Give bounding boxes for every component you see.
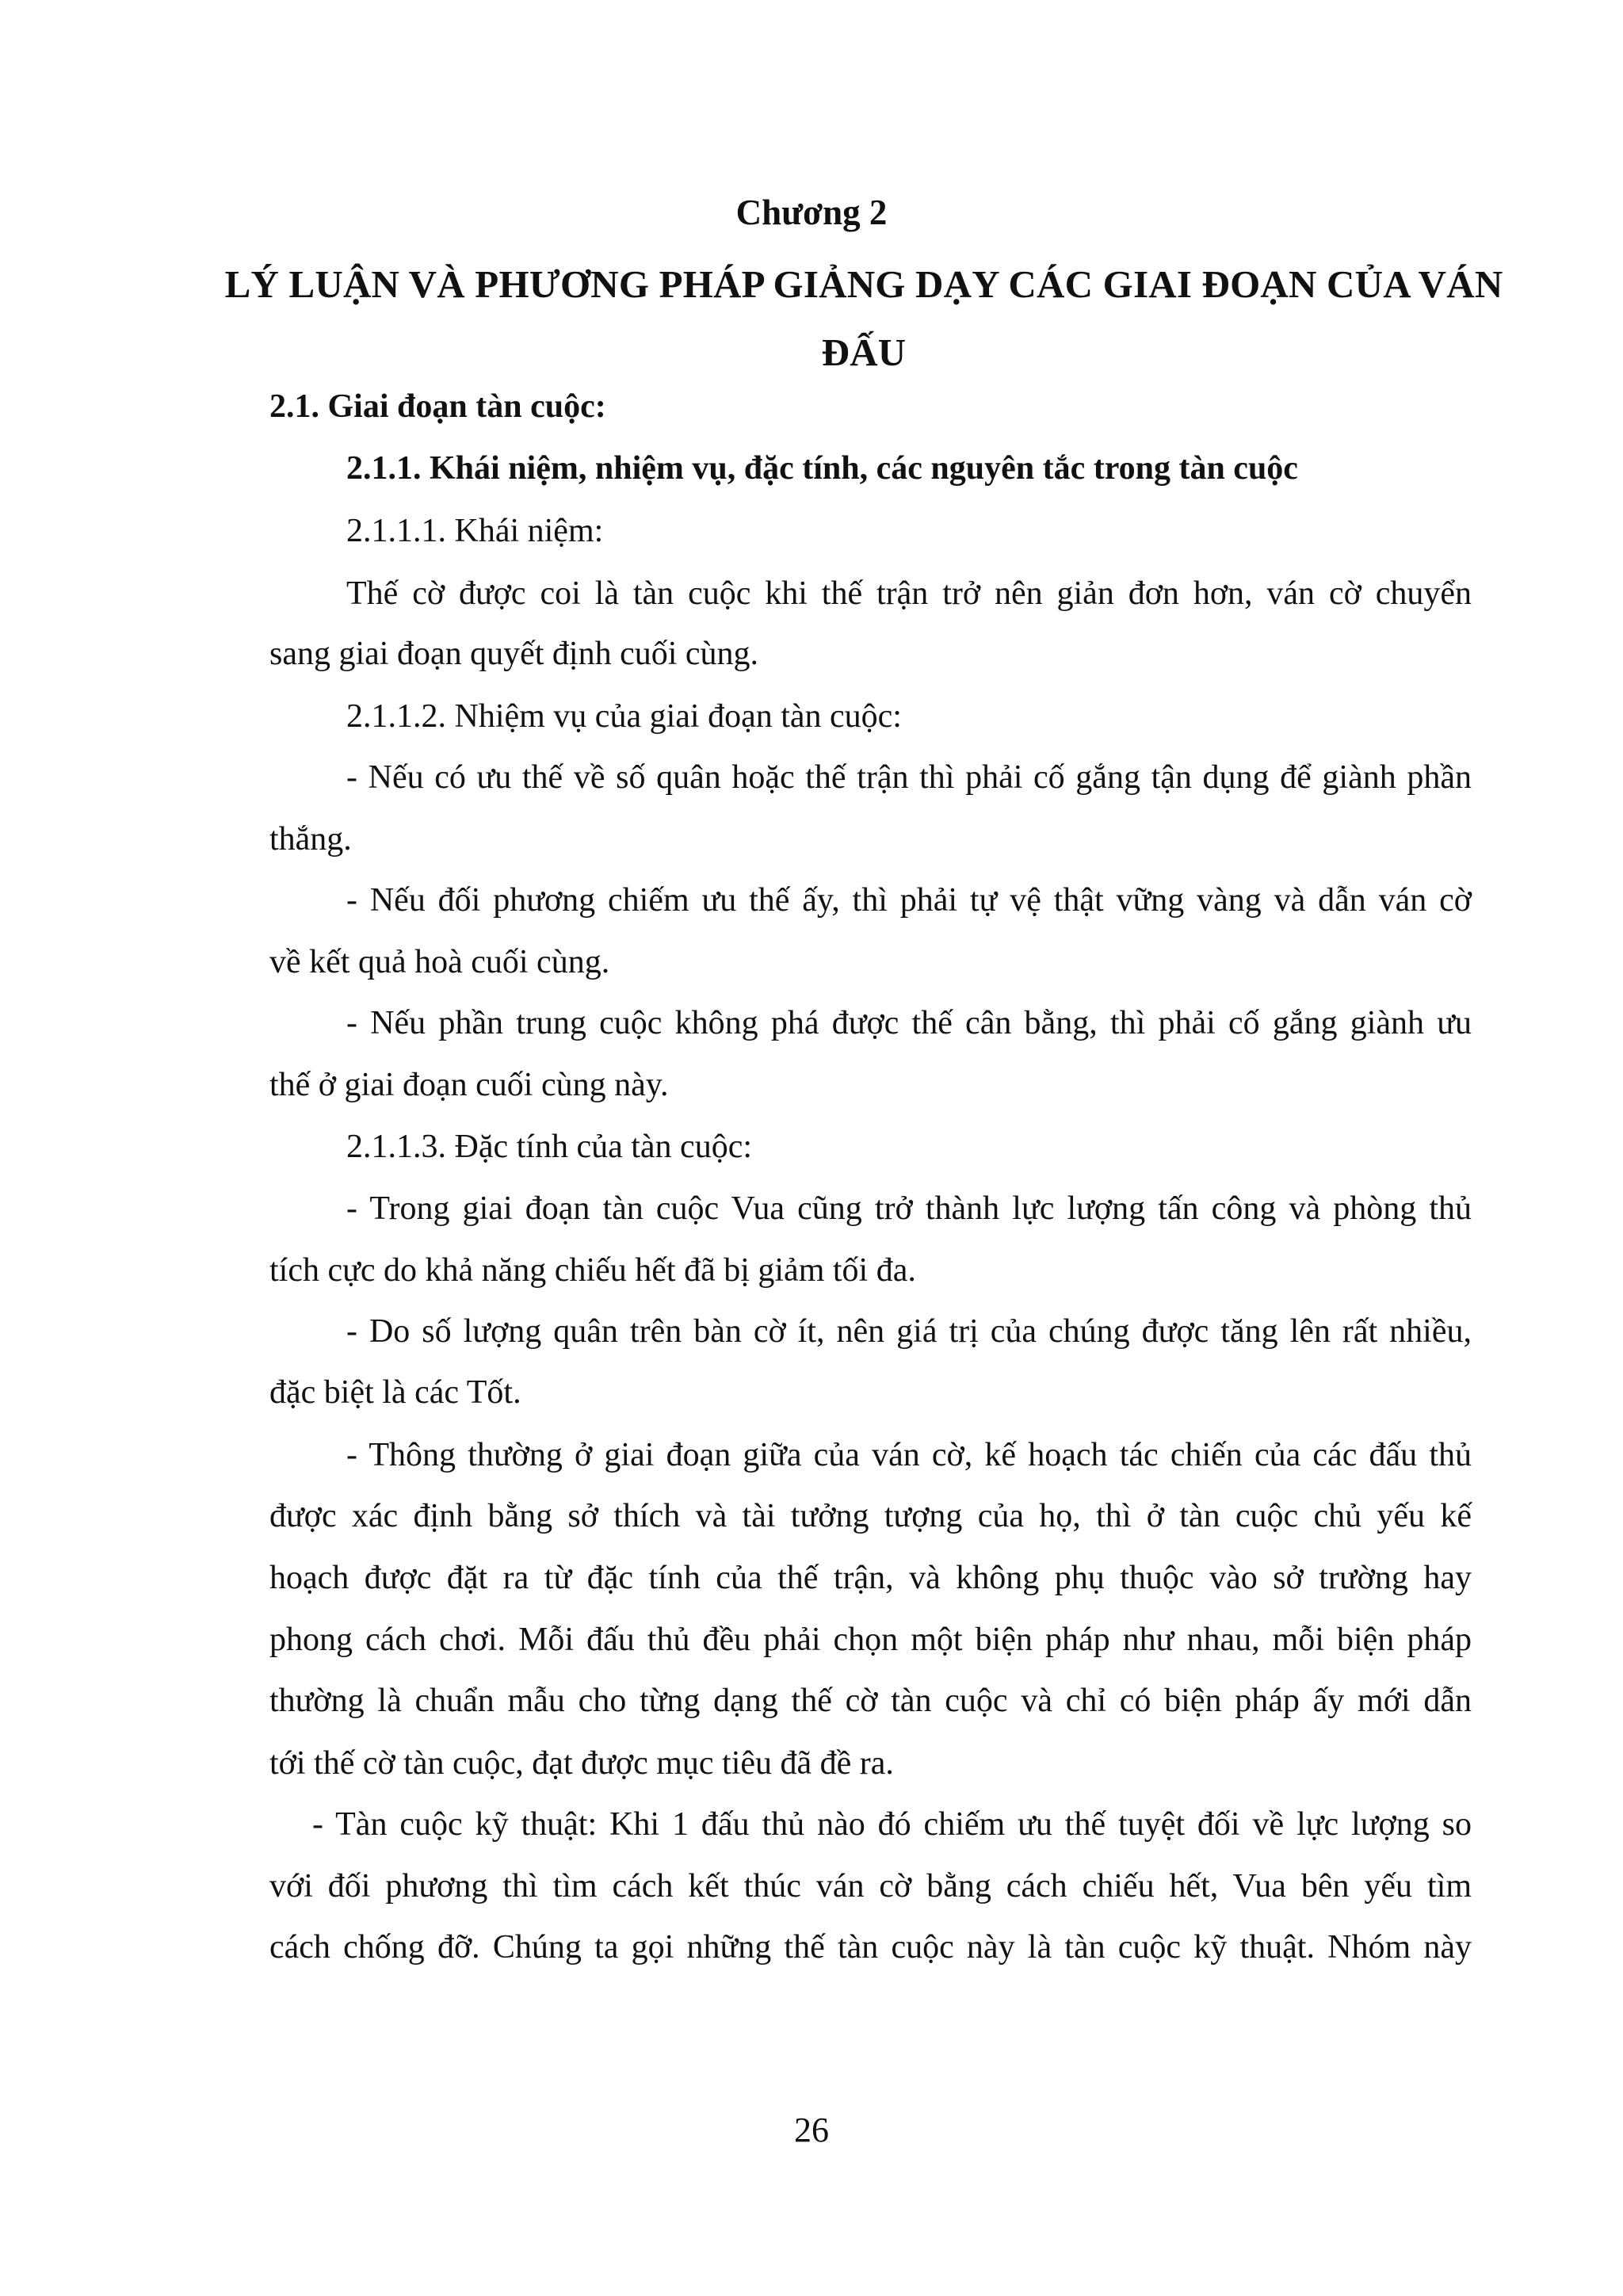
text-line: - Trong giai đoạn tàn cuộc Vua cũng trở thành lực lượng tấn công và phòng thủ bbox=[346, 1190, 1472, 1227]
text-line: 2.1.1.2. Nhiệm vụ của giai đoạn tàn cuộc: bbox=[346, 698, 902, 735]
text-line: cách chống đỡ. Chúng ta gọi những thế tàn cuộc này là tàn cuộc kỹ thuật. Nhóm này bbox=[269, 1929, 1472, 1966]
text-line: phong cách chơi. Mỗi đấu thủ đều phải chọn một biện pháp như nhau, mỗi biện pháp bbox=[269, 1622, 1472, 1658]
text-line: - Nếu phần trung cuộc không phá được thế cân bằng, thì phải cố gắng giành ưu bbox=[346, 1005, 1472, 1041]
text-line: - Nếu có ưu thế về số quân hoặc thế trận thì phải cố gắng tận dụng để giành phần bbox=[346, 759, 1472, 796]
text-line: thế ở giai đoạn cuối cùng này. bbox=[269, 1067, 669, 1103]
text-line: tới thế cờ tàn cuộc, đạt được mục tiêu đã đề ra. bbox=[269, 1745, 894, 1782]
text-line: hoạch được đặt ra từ đặc tính của thế trận, và không phụ thuộc vào sở trường hay bbox=[269, 1560, 1472, 1596]
text-line: đặc biệt là các Tốt. bbox=[269, 1374, 521, 1411]
subsection-heading: 2.1.1. Khái niệm, nhiệm vụ, đặc tính, các nguyên tắc trong tàn cuộc bbox=[346, 450, 1298, 487]
text-line: về kết quả hoà cuối cùng. bbox=[269, 944, 610, 980]
text-line: được xác định bằng sở thích và tài tưởng tượng của họ, thì ở tàn cuộc chủ yếu kế bbox=[269, 1498, 1472, 1534]
text-line: tích cực do khả năng chiếu hết đã bị giảm tối đa. bbox=[269, 1252, 916, 1289]
text-line: - Tàn cuộc kỹ thuật: Khi 1 đấu thủ nào đó chiếm ưu thế tuyệt đối về lực lượng so bbox=[312, 1806, 1472, 1843]
text-line: 2.1.1.3. Đặc tính của tàn cuộc: bbox=[346, 1129, 752, 1165]
page-number: 26 bbox=[794, 2111, 829, 2149]
text-line: 2.1.1.1. Khái niệm: bbox=[346, 513, 604, 549]
text-line: - Nếu đối phương chiếm ưu thế ấy, thì phải tự vệ thật vững vàng và dẫn ván cờ bbox=[346, 882, 1472, 919]
text-line: thắng. bbox=[269, 821, 352, 858]
text-line: thường là chuẩn mẫu cho từng dạng thế cờ tàn cuộc và chỉ có biện pháp ấy mới dẫn bbox=[269, 1683, 1472, 1719]
text-line: với đối phương thì tìm cách kết thúc ván cờ bằng cách chiếu hết, Vua bên yếu tìm bbox=[269, 1868, 1472, 1904]
chapter-title: LÝ LUẬN VÀ PHƯƠNG PHÁP GIẢNG DẠY CÁC GIAI ĐOẠN CỦA VÁN ĐẤU bbox=[224, 262, 1503, 374]
text-line: Thế cờ được coi là tàn cuộc khi thế trận trở nên giản đơn hơn, ván cờ chuyển bbox=[346, 575, 1472, 612]
section-heading: 2.1. Giai đoạn tàn cuộc: bbox=[269, 388, 606, 425]
text-line: - Thông thường ở giai đoạn giữa của ván cờ, kế hoạch tác chiến của các đấu thủ bbox=[346, 1437, 1472, 1473]
chapter-heading: Chương 2 bbox=[735, 193, 888, 232]
text-line: sang giai đoạn quyết định cuối cùng. bbox=[269, 636, 759, 672]
text-line: - Do số lượng quân trên bàn cờ ít, nên giá trị của chúng được tăng lên rất nhiều, bbox=[346, 1313, 1472, 1350]
